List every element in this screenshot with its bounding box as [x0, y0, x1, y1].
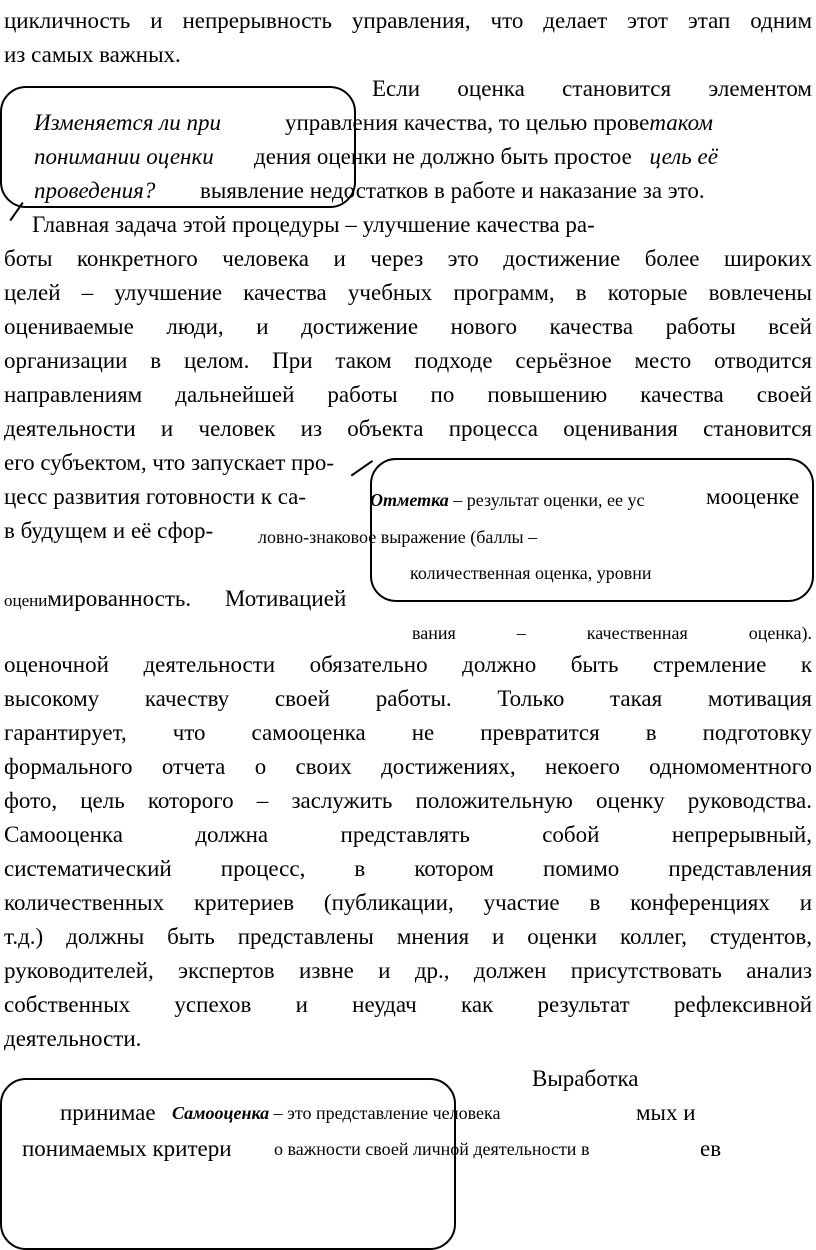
callout-text: ловно-знаковое выражение (баллы –: [258, 527, 538, 547]
text-line: понимаемых критери: [22, 1136, 232, 1161]
callout-text: Изменяется ли при: [34, 110, 221, 135]
text-line: фото, цель которого – заслужить положительную оценку руководства.: [4, 788, 812, 813]
text-line: формального отчета о своих достижениях, некоего одномоментного: [4, 754, 812, 779]
callout-text: вания – качественная оценка).: [412, 623, 812, 643]
text-line: деятельности и человек из объекта процесса оценивания становится: [4, 416, 812, 441]
text-line: выявление недостатков в работе и наказание за это.: [200, 178, 705, 203]
definition-text: – это представление человека: [273, 1103, 501, 1123]
text-line: ев: [700, 1136, 722, 1161]
text-fragment: цель её: [649, 144, 718, 169]
text-line: оцениваемые люди, и достижение нового качества работы всей: [4, 314, 812, 339]
text-line: цесс развития готовности к са-: [4, 484, 307, 509]
text-line: [4, 582, 346, 618]
text-line: направлениям дальнейшей работы по повышению качества своей: [4, 382, 812, 407]
text-line: высокому качеству своей работы. Только такая мотивация: [4, 686, 812, 711]
text-fragment: оцени: [4, 591, 48, 610]
text-line: целей – улучшение качества учебных программ, в которые вовлечены: [4, 280, 812, 305]
callout-text: проведения?: [34, 178, 156, 203]
text-fragment: управления качества, то целью прове: [285, 110, 650, 135]
callout-text: о важности своей личной деятельности в: [274, 1139, 590, 1159]
callout-text: [370, 487, 645, 513]
text-fragment: Мотивацией: [224, 586, 347, 611]
definition-term: Отметка: [370, 490, 449, 510]
text-line: Выработка: [532, 1066, 639, 1091]
text-line: Главная задача этой процедуры – улучшение качества ра-: [32, 212, 595, 237]
definition-term: Самооценка: [172, 1103, 270, 1123]
text-line: в будущем и её сфор-: [4, 518, 214, 543]
text-line: цикличность и непрерывность управления, что делает этот этап одним: [4, 8, 812, 33]
text-line: оценочной деятельности обязательно должно быть стремление к: [4, 652, 812, 677]
text-fragment: дения оценки не должно быть простое: [254, 144, 632, 169]
text-line: гарантирует, что самооценка не превратится в подготовку: [4, 720, 812, 745]
text-line: руководителей, экспертов извне и др., должен присутствовать анализ: [4, 958, 812, 983]
text-line: деятельности.: [4, 1026, 142, 1051]
text-line: систематический процесс, в котором помимо представления: [4, 856, 812, 881]
text-line: мых и: [636, 1100, 696, 1125]
text-line: боты конкретного человека и через это достижение более широких: [4, 246, 812, 271]
text-line: мооценке: [706, 484, 800, 509]
callout-text: [172, 1100, 500, 1126]
definition-text: – результат оценки, ее ус: [453, 490, 645, 510]
text-line: из самых важных.: [4, 42, 181, 67]
text-line: организации в целом. При таком подходе серьёзное место отводится: [4, 348, 812, 373]
text-line: Если оценка становится элементом: [372, 76, 812, 101]
callout-text: понимании оценки: [34, 144, 214, 169]
text-line: Самооценка должна представлять собой непрерывный,: [4, 822, 812, 847]
text-line: принимае: [60, 1100, 156, 1125]
text-line: его субъектом, что запускает про-: [4, 450, 334, 475]
text-line: собственных успехов и неудач как результат рефлексивной: [4, 992, 812, 1017]
text-line: т.д.) должны быть представлены мнения и оценки коллег, студентов,: [4, 924, 812, 949]
text-fragment: таком: [649, 110, 713, 135]
text-fragment: мированность.: [47, 586, 192, 611]
text-line: количественных критериев (публикации, участие в конференциях и: [4, 890, 812, 915]
callout-text: количественная оценка, уровни: [410, 563, 652, 583]
